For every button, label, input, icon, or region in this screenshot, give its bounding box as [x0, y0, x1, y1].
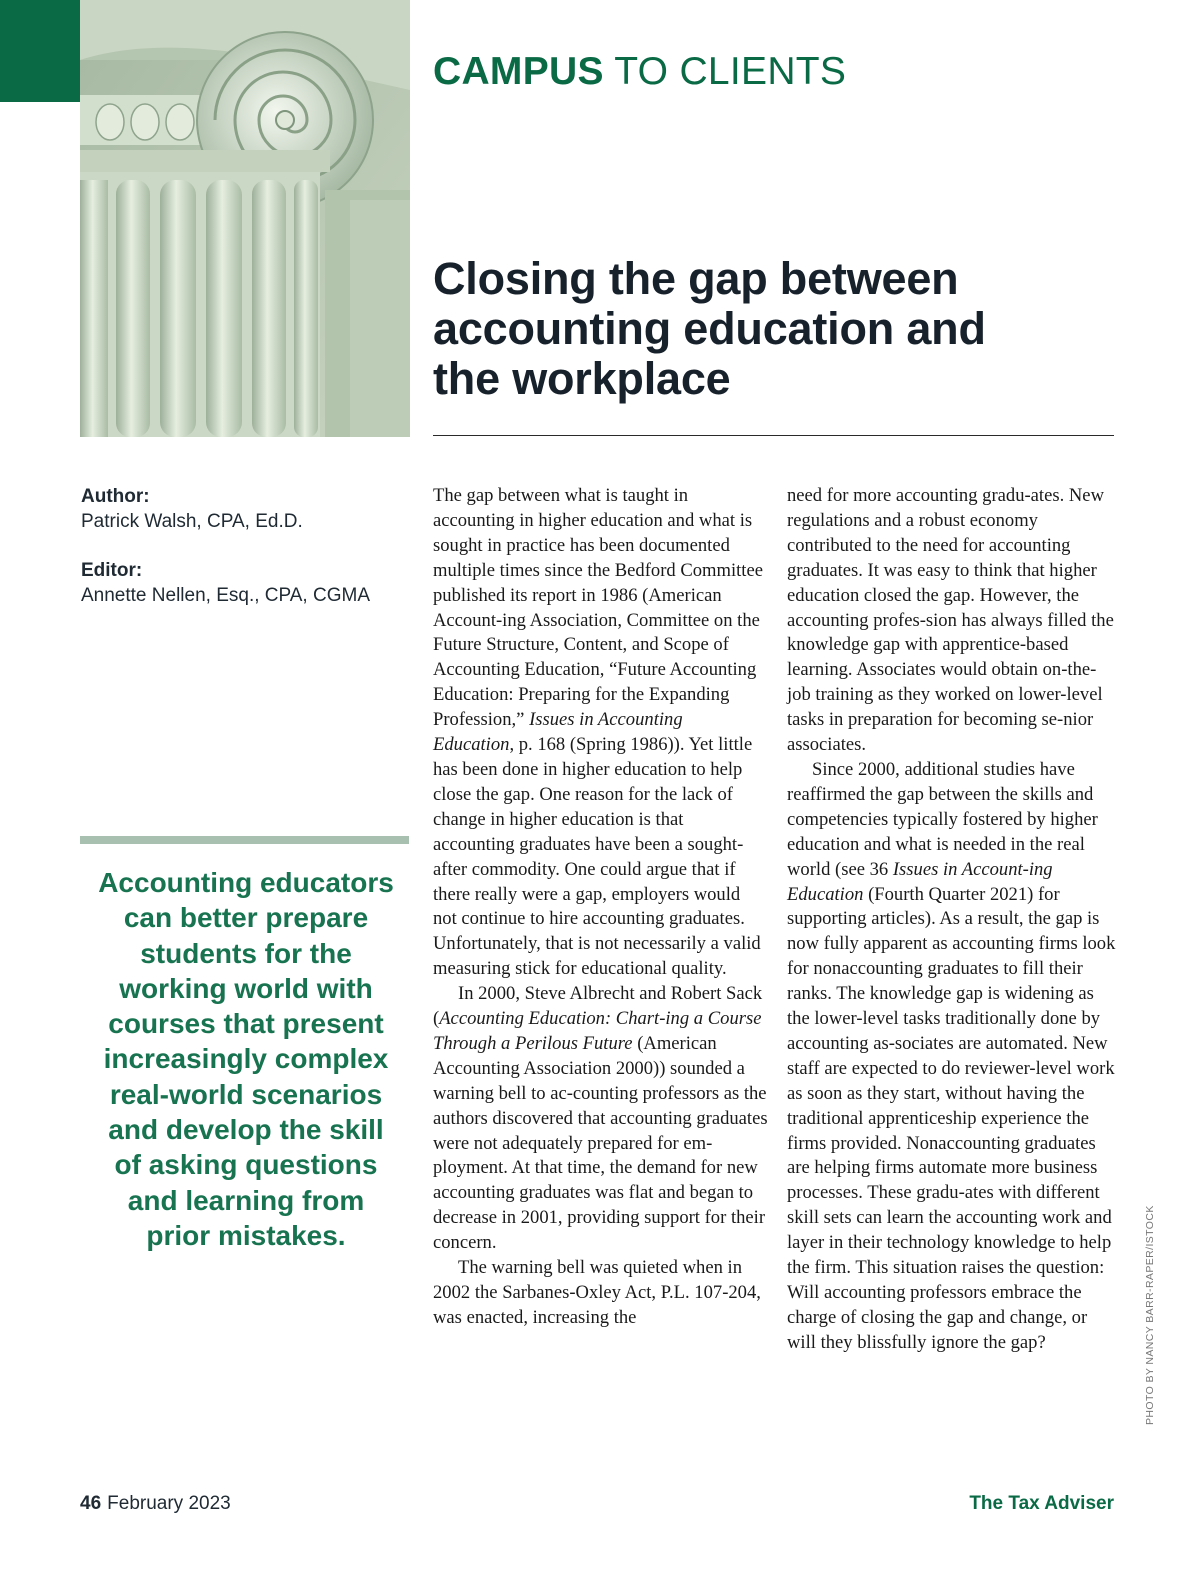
byline: [81, 484, 401, 608]
issue-date: February 2023: [107, 1493, 231, 1514]
section-kicker: [433, 50, 846, 94]
pullquote-line: working world with: [119, 972, 373, 1004]
headline-line: Closing the gap between: [433, 253, 959, 304]
photo-credit: PHOTO BY NANCY BARR-RAPER/ISTOCK: [1144, 1205, 1156, 1425]
kicker-light: TO CLIENTS: [614, 50, 847, 93]
ionic-column-illustration: [80, 0, 410, 437]
pullquote: [80, 865, 412, 1253]
pullquote-rule: [80, 836, 409, 844]
pullquote-line: students for the: [140, 937, 352, 969]
pullquote-line: can better prepare: [123, 902, 369, 934]
pullquote-line: and develop the skill: [108, 1114, 384, 1146]
pullquote-line: courses that present: [108, 1008, 384, 1040]
kicker-bold: CAMPUS: [433, 50, 604, 93]
pullquote-line: of asking questions: [114, 1149, 378, 1181]
pullquote-line: increasingly complex: [103, 1043, 389, 1075]
editor-name: Annette Nellen, Esq., CPA, CGMA: [81, 585, 370, 606]
section-color-tab: [0, 0, 80, 102]
body-paragraph: need for more accounting gradu-ates. New regulations and a robust economy contributed to the need for accounting graduates. It was easy to think that higher education closed the gap. However, the accounting profes-sion has always filled the knowledge gap with apprentice-based learning. Associates would obtain on-the-job training as they worked on lower-level tasks in preparation for becoming se-nior associates.: [787, 485, 1114, 756]
page-footer-left: [80, 1493, 231, 1515]
headline-line: accounting education and: [433, 303, 986, 354]
editor-label: Editor:: [81, 560, 143, 581]
article-headline: [433, 254, 1123, 404]
publication-name: The Tax Adviser: [969, 1493, 1114, 1514]
body-paragraph: The warning bell was quieted when in 2002 the Sarbanes-Oxley Act, P.L. 107-204, was enacted, increasing the: [433, 1257, 761, 1328]
body-paragraph: The gap between what is taught in accounting in higher education and what is sought in practice has been documented multiple times since the Bedford Committee published its report in 1986 (American Account-ing Association, Committee on the Future Structure, Content, and Scope of Accounting Education, “Future Accounting Education: Preparing for the Expanding Profession,” Issues in Accounting Education, p. 168 (Spring 1986)). Yet little has been done in higher education to help close the gap. One reason for the lack of change in higher education is that accounting graduates have been a sought-after commodity. One could argue that if there really were a gap, employers would not continue to hire accounting graduates. Unfortunately, that is not necessarily a valid measuring stick for educational quality.: [433, 485, 763, 980]
headline-line: the workplace: [433, 353, 731, 404]
pullquote-line: Accounting educators: [98, 867, 394, 898]
page-number: 46: [80, 1493, 102, 1514]
author-label: Author:: [81, 486, 150, 507]
pullquote-line: and learning from: [127, 1184, 365, 1216]
body-column-1: [433, 484, 768, 1331]
pullquote-line: real-world scenarios: [109, 1078, 383, 1110]
ionic-column-photo: [80, 0, 410, 437]
body-paragraph: Since 2000, additional studies have reaffirmed the gap between the skills and competencies typically fostered by higher education and what is needed in the real world (see 36 Issues in Account-ing Education (Fourth Quarter 2021) for supporting articles). As a result, the gap is now fully apparent as accounting firms look for nonaccounting graduates to fill their ranks. The knowledge gap is widening as the lower-level tasks traditionally done by accounting as-sociates are automated. New staff are expected to do reviewer-level work as soon as they start, without having the traditional apprenticeship experience the firms provided. Nonaccounting graduates are helping firms automate more business processes. These gradu-ates with different skill sets can learn the accounting work and layer in their technology knowledge to help the firm. This situation raises the question: Will accounting professors embrace the charge of closing the gap and change, or will they blissfully ignore the gap?: [787, 758, 1116, 1353]
pullquote-line: prior mistakes.: [146, 1219, 346, 1251]
author-name: Patrick Walsh, CPA, Ed.D.: [81, 511, 303, 532]
body-column-2: [787, 484, 1120, 1356]
body-paragraph: In 2000, Steve Albrecht and Robert Sack (Accounting Education: Chart-ing a Course Through a Perilous Future (American Accounting Association 2000)) sounded a warning bell to ac-counting professors as the authors discovered that accounting graduates were not adequately prepared for em-ployment. At that time, the demand for new accounting graduates was flat and began to decrease in 2001, providing support for their concern.: [433, 983, 768, 1254]
headline-divider: [433, 435, 1114, 436]
